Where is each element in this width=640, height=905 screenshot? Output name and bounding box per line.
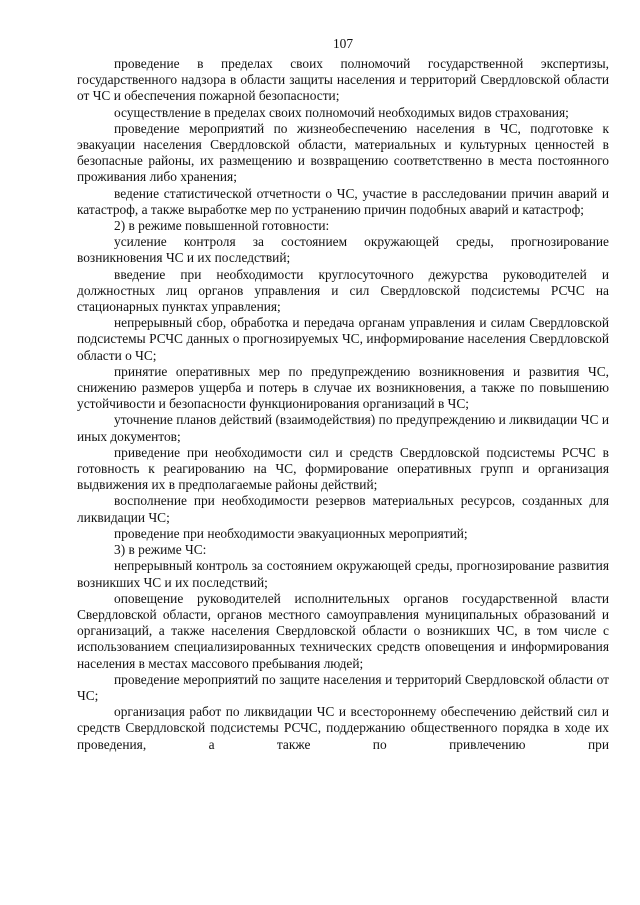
paragraph: проведение при необходимости эвакуационных мероприятий; [114,525,468,541]
paragraph: непрерывный контроль за состоянием окружающей среды, прогнозирование развития возникших ЧС и их последствий; [77,558,609,590]
paragraph-last: организация работ по ликвидации ЧС и всестороннему обеспечению действий сил и средств Свердловской подсистемы РСЧС, поддержанию общественного порядка в ходе их проведения, а также по привлечению при [77,704,609,752]
paragraph: оповещение руководителей исполнительных органов государственной власти Свердловской области, органов местного самоуправления муниципальных образований и организаций, а также населения Свердловской области о возникших ЧС, в том числе с использованием специализированных технических средств оповещения и информирования населения в местах массового пребывания людей; [77,590,609,671]
page-number: 107 [332,36,354,51]
paragraph: ведение статистической отчетности о ЧС, участие в расследовании причин аварий и катастроф, а также выработке мер по устранению причин подобных аварий и катастроф; [77,185,609,217]
document-page [77,36,609,753]
paragraph: проведение мероприятий по защите населения и территорий Свердловской области от ЧС; [77,671,609,703]
paragraph: восполнение при необходимости резервов материальных ресурсов, созданных для ликвидации ЧС; [77,493,609,525]
section-heading-high-readiness: 2) в режиме повышенной готовности: [114,218,330,234]
paragraph: принятие оперативных мер по предупреждению возникновения и развития ЧС, снижению размеров ущерба и потерь в случае их возникновения, а также по повышению устойчивости и безопасности функционирования организаций в ЧС; [77,363,609,412]
section-heading-emergency: 3) в режиме ЧС: [114,542,207,558]
paragraph: усиление контроля за состоянием окружающей среды, прогнозирование возникновения ЧС и их последствий; [77,234,609,266]
paragraph: осуществление в пределах своих полномочий необходимых видов страхования; [114,104,569,120]
paragraph: проведение в пределах своих полномочий государственной экспертизы, государственного надзора в области защиты населения и территорий Свердловской области от ЧС и обеспечения пожарной безопасности; [77,56,609,104]
paragraph: проведение мероприятий по жизнеобеспечению населения в ЧС, подготовке к эвакуации населения Свердловской области, материальных и культурных ценностей в безопасные районы, их размещению и возвращению соответственно в места постоянного проживания либо хранения; [77,120,609,185]
paragraph: введение при необходимости круглосуточного дежурства руководителей и должностных лиц органов управления и сил Свердловской подсистемы РСЧС на стационарных пунктах управления; [77,266,609,315]
paragraph: непрерывный сбор, обработка и передача органам управления и силам Свердловской подсистемы РСЧС данных о прогнозируемых ЧС, информирование населения Свердловской области о ЧС; [77,315,609,363]
paragraph: приведение при необходимости сил и средств Свердловской подсистемы РСЧС в готовность к реагированию на ЧС, формирование оперативных групп и организация выдвижения их в предполагаемые районы действий; [77,444,609,493]
document-body [77,56,609,753]
paragraph: уточнение планов действий (взаимодействия) по предупреждению и ликвидации ЧС и иных документов; [77,412,609,444]
